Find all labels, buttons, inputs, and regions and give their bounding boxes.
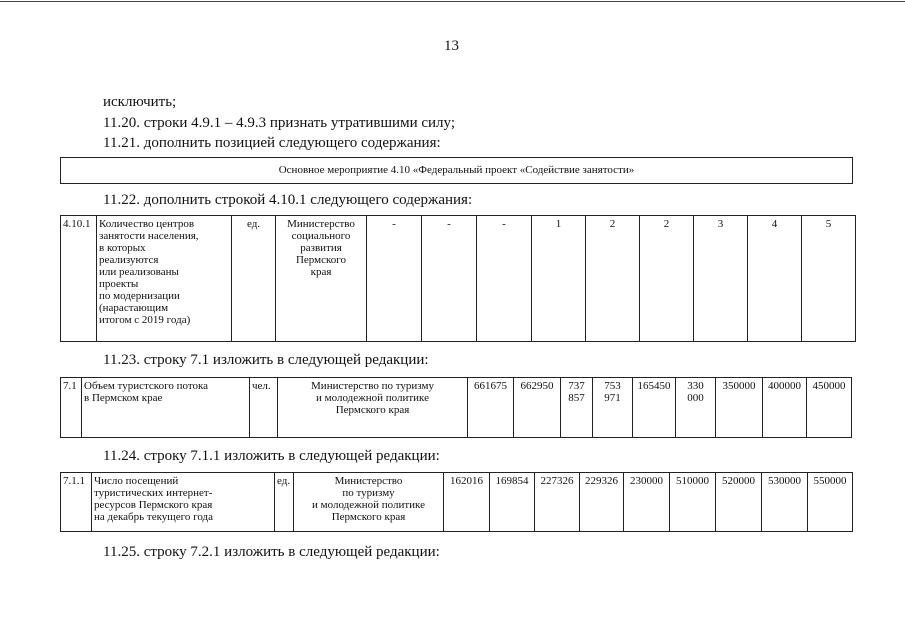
paragraph-11-21: 11.21. дополнить позицией следующего содержания:	[103, 135, 441, 151]
value-cell: 530000	[762, 473, 808, 532]
org-line: Пермского края	[331, 511, 406, 523]
indicator-name-line: итогом с 2019 года)	[99, 314, 191, 326]
paragraph-11-25: 11.25. строку 7.2.1 изложить в следующей редакции:	[103, 544, 440, 560]
unit-cell: ед.	[232, 216, 276, 342]
value-cell	[716, 378, 763, 438]
main-activity-box: Основное мероприятие 4.10 «Федеральный проект «Содействие занятости»	[60, 157, 853, 184]
value-cell: 520000	[716, 473, 762, 532]
paragraph-11-24: 11.24. строку 7.1.1 изложить в следующей редакции:	[103, 448, 440, 464]
value-cell	[633, 378, 676, 438]
value-cell: 5	[802, 216, 856, 342]
value-cell: 162016	[444, 473, 490, 532]
value-cell: 227326	[535, 473, 580, 532]
indicator-name	[97, 216, 232, 342]
unit-cell: чел.	[250, 378, 278, 438]
value-cell	[561, 378, 593, 438]
value-cell: 2	[640, 216, 694, 342]
value-line: 971	[604, 392, 621, 404]
value-line: 857	[568, 392, 585, 404]
org-line: Министерство	[287, 218, 355, 230]
value-line: 737	[568, 380, 585, 392]
value-line: 450000	[812, 380, 846, 392]
indicator-name-line: по модернизации	[99, 290, 180, 302]
table-row-4-10-1	[60, 215, 856, 342]
paragraph-11-23: 11.23. строку 7.1 изложить в следующей редакции:	[103, 352, 429, 368]
value-cell: -	[422, 216, 477, 342]
value-line: 400000	[768, 380, 801, 392]
value-cell: 510000	[670, 473, 716, 532]
value-line: 000	[687, 392, 704, 404]
value-line: 753	[604, 380, 621, 392]
indicator-name-line: ресурсов Пермского края	[94, 499, 213, 511]
org-line: по туризму	[342, 487, 395, 499]
table-row	[61, 473, 853, 532]
value-cell	[593, 378, 633, 438]
paragraph-11-20: 11.20. строки 4.9.1 – 4.9.3 признать утратившими силу;	[103, 115, 455, 131]
value-cell: 2	[586, 216, 640, 342]
paragraph-11-22: 11.22. дополнить строкой 4.10.1 следующего содержания:	[103, 192, 473, 208]
indicator-name-line: на декабрь текущего года	[94, 511, 214, 523]
row-number: 7.1.1	[61, 473, 92, 532]
indicator-name-line: в которых	[99, 242, 146, 254]
value-cell	[468, 378, 514, 438]
org-line: Министерство по туризму	[311, 380, 434, 392]
value-cell: -	[477, 216, 532, 342]
org-line: развития	[300, 242, 342, 254]
indicator-name-line: Объем туристского потока	[84, 380, 209, 392]
table-row-7-1	[60, 377, 852, 438]
row-number: 4.10.1	[61, 216, 97, 342]
value-cell: 229326	[580, 473, 624, 532]
indicator-name-line: Количество центров	[99, 218, 195, 230]
org-line: и молодежной политике	[312, 499, 425, 511]
indicator-name-line: (нарастающим	[99, 302, 169, 314]
scan-top-border	[0, 1, 905, 2]
value-cell: 1	[532, 216, 586, 342]
org-line: социального	[291, 230, 351, 242]
indicator-name-line: проекты	[99, 278, 139, 290]
org-line: края	[310, 266, 332, 278]
page-number: 13	[444, 38, 459, 54]
value-line: 350000	[722, 380, 756, 392]
table-row-7-1-1	[60, 472, 853, 532]
indicator-name	[92, 473, 275, 532]
value-cell: 230000	[624, 473, 670, 532]
value-line: 165450	[637, 380, 671, 392]
org-line: Пермского края	[335, 404, 410, 416]
value-cell: -	[367, 216, 422, 342]
value-cell	[807, 378, 852, 438]
value-cell	[676, 378, 716, 438]
org-line: Пермского	[295, 254, 347, 266]
indicator-name-line: в Пермском крае	[84, 392, 163, 404]
indicator-name-line: или реализованы	[99, 266, 179, 278]
paragraph-exclude: исключить;	[103, 94, 177, 110]
org-line: и молодежной политике	[316, 392, 429, 404]
value-line: 662950	[520, 380, 554, 392]
indicator-name-line: занятости населения,	[99, 230, 199, 242]
value-cell: 4	[748, 216, 802, 342]
indicator-name-line: реализуются	[99, 254, 159, 266]
value-line: 661675	[474, 380, 507, 392]
org-line: Министерство	[334, 475, 403, 487]
value-cell: 169854	[490, 473, 535, 532]
value-cell: 3	[694, 216, 748, 342]
value-cell	[514, 378, 561, 438]
indicator-name-line: Число посещений	[94, 475, 179, 487]
value-cell	[763, 378, 807, 438]
value-line: 330	[687, 380, 704, 392]
responsible-org	[294, 473, 444, 532]
indicator-name-line: туристических интернет-	[94, 487, 213, 499]
responsible-org	[278, 378, 468, 438]
value-cell: 550000	[808, 473, 853, 532]
responsible-org	[276, 216, 367, 342]
table-row	[61, 216, 856, 342]
row-number: 7.1	[61, 378, 82, 438]
table-row	[61, 378, 852, 438]
unit-cell: ед.	[275, 473, 294, 532]
indicator-name	[82, 378, 250, 438]
